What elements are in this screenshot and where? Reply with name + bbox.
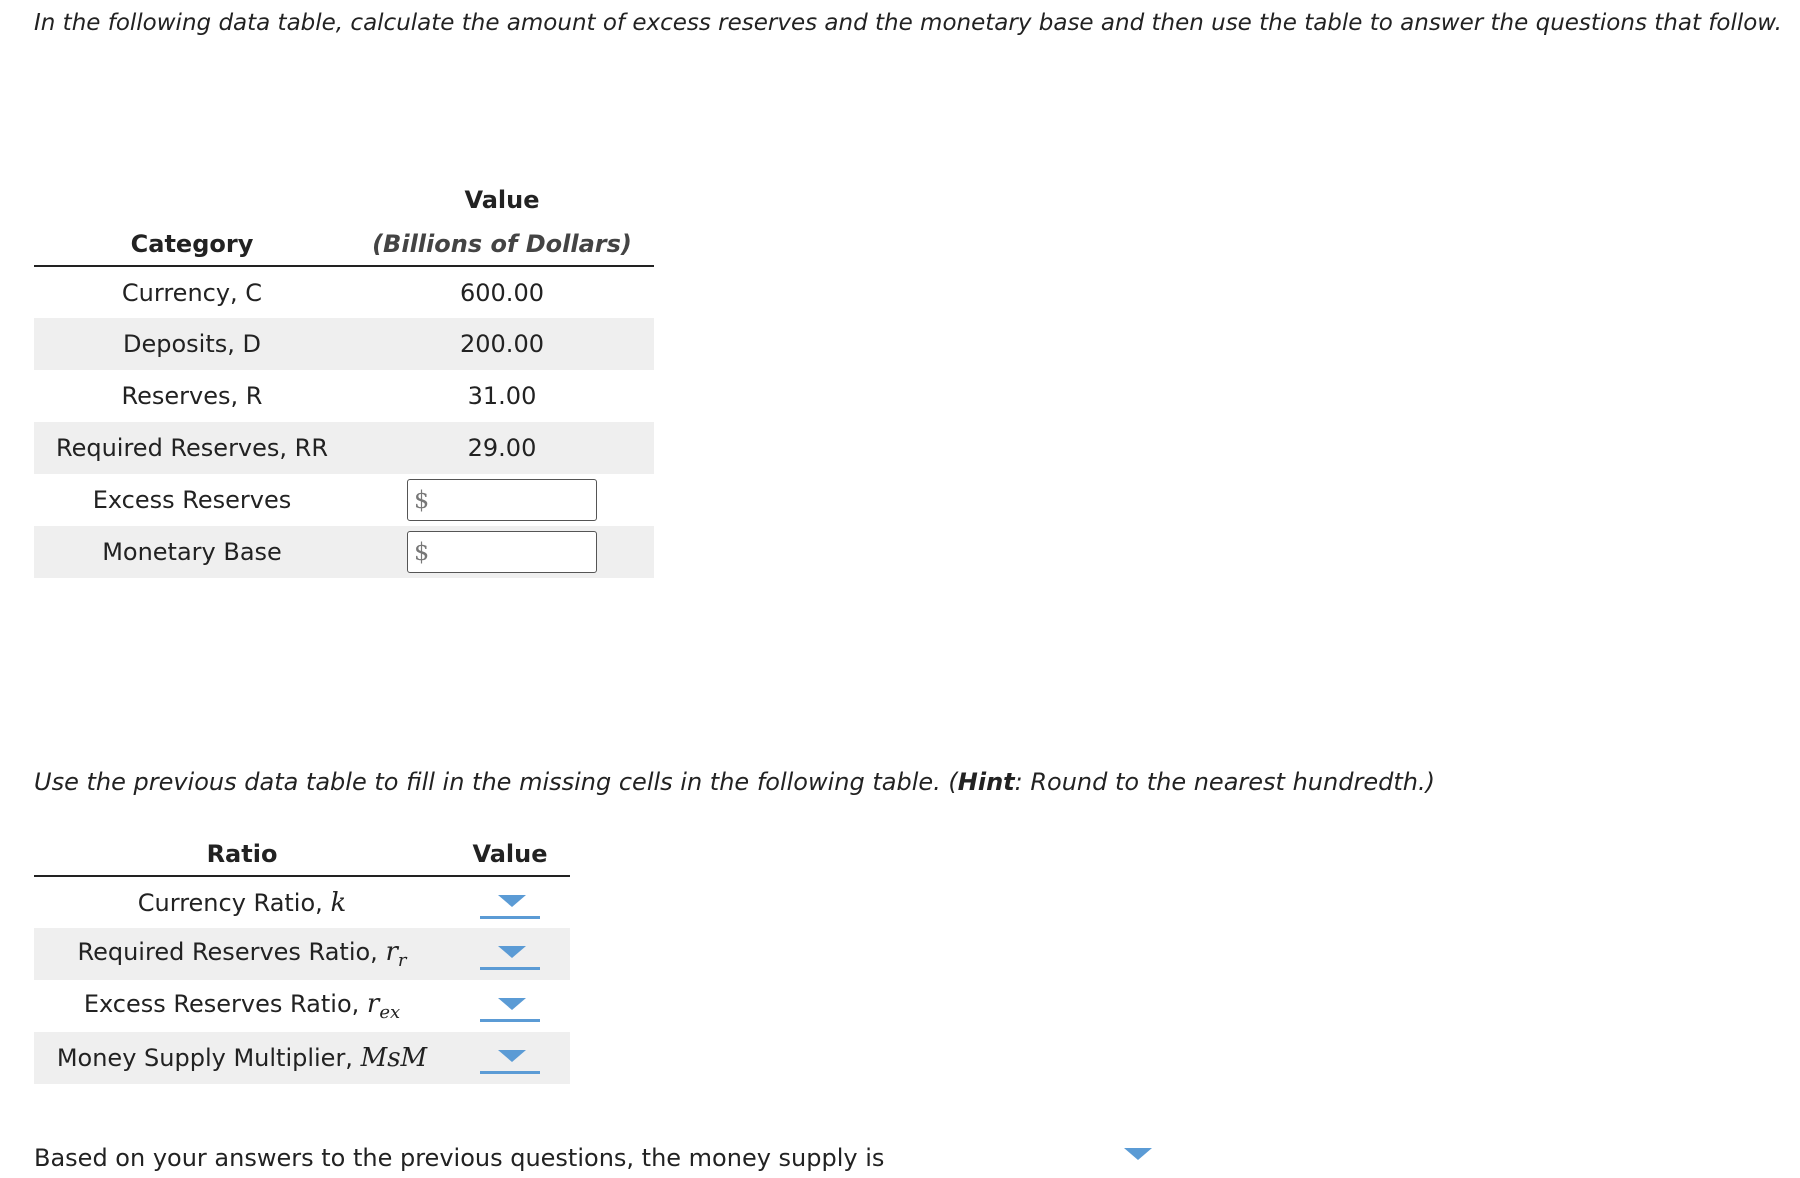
table-row (34, 318, 654, 370)
money-supply-dropdown[interactable] (1124, 1148, 1152, 1160)
money-supply-multiplier-dropdown[interactable] (480, 1042, 540, 1074)
table-row (34, 266, 654, 318)
header-value: Value (450, 832, 570, 876)
header-ratio: Ratio (34, 832, 450, 876)
dollar-prefix: $ (414, 486, 430, 514)
dollar-prefix: $ (414, 538, 430, 566)
header-value: Value (464, 186, 540, 214)
ratio-symbol: $r_r$ (385, 936, 407, 972)
intro-text: In the following data table, calculate the amount of excess reserves and the monetary base and then use the table to answer the questions that follow. (34, 10, 1782, 36)
chevron-down-icon (498, 1050, 526, 1062)
header-category: Category (34, 222, 350, 266)
value-cell: 29.00 (350, 422, 654, 474)
table-row (34, 1032, 570, 1084)
ratio-symbol: $r_{ex}$ (366, 988, 401, 1024)
table-row (34, 526, 654, 578)
value-cell: 600.00 (460, 278, 544, 307)
excess-reserves-input[interactable] (433, 482, 583, 518)
category-cell: Deposits, D (34, 318, 350, 370)
category-cell: Reserves, R (121, 382, 263, 410)
table-row (34, 928, 570, 980)
table-row (34, 474, 654, 526)
hint-label: Hint (957, 768, 1015, 796)
category-cell: Excess Reserves (92, 486, 292, 514)
header-value-unit: (Billions of Dollars) (350, 222, 654, 266)
data-table (34, 178, 654, 578)
table-row (34, 370, 654, 422)
ratio-symbol: k (330, 887, 347, 918)
required-reserves-ratio-dropdown[interactable] (480, 938, 540, 970)
chevron-down-icon (498, 895, 526, 907)
category-cell: Required Reserves, RR (34, 422, 350, 474)
table-row (34, 422, 654, 474)
ratio-label: Currency Ratio, k (137, 887, 347, 918)
value-cell: 200.00 (350, 318, 654, 370)
monetary-base-input[interactable] (433, 534, 583, 570)
ratio-table (34, 832, 570, 1084)
excess-reserves-ratio-dropdown[interactable] (480, 990, 540, 1022)
currency-ratio-dropdown[interactable] (480, 887, 540, 919)
category-cell: Monetary Base (34, 526, 350, 578)
table-row (34, 876, 570, 928)
ratio-label: Required Reserves Ratio, $r_r$ (34, 928, 450, 980)
excess-reserves-input-box[interactable] (407, 479, 597, 521)
value-cell: 31.00 (467, 382, 537, 410)
instruction-text: Use the previous data table to fill in the missing cells in the following table. (Hint: Round to the nearest hundredth.) (34, 768, 1435, 796)
chevron-down-icon (498, 946, 526, 958)
table-row (34, 980, 570, 1032)
category-cell: Currency, C (121, 278, 263, 307)
chevron-down-icon (498, 998, 526, 1010)
ratio-label: Excess Reserves Ratio, $r_{ex}$ (83, 988, 401, 1024)
ratio-symbol: MsM (360, 1043, 428, 1073)
ratio-label: Money Supply Multiplier, MsM (34, 1032, 450, 1084)
money-supply-question: Based on your answers to the previous questions, the money supply is (34, 1144, 885, 1172)
monetary-base-input-box[interactable] (407, 531, 597, 573)
